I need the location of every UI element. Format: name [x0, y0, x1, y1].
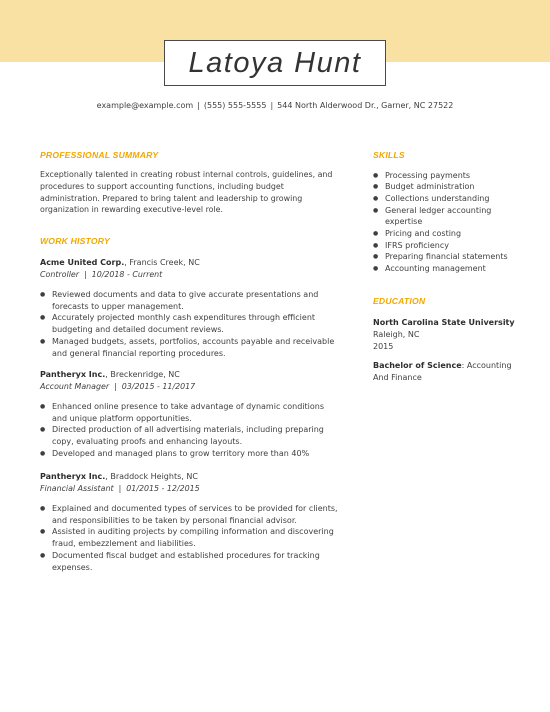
- job-bullets: [40, 503, 340, 573]
- job-bullet: ● Reviewed documents and data to give accurate presentations and forecasts to upper management.: [40, 289, 340, 312]
- education-entry: [373, 317, 523, 384]
- job-bullets: [40, 401, 340, 460]
- job-bullet: ● Developed and managed plans to grow territory more than 40%: [40, 448, 340, 460]
- job-location: , Francis Creek, NC: [124, 258, 200, 267]
- skills-list: [373, 170, 523, 275]
- job-employer: Pantheryx Inc.: [40, 472, 106, 481]
- contact-line: [0, 101, 550, 110]
- job-bullet: ● Enhanced online presence to take advantage of dynamic conditions and unique platform opportunities.: [40, 401, 340, 424]
- contact-separator: |: [270, 101, 274, 110]
- job-role: Financial Assistant: [40, 484, 114, 493]
- candidate-name: Latoya Hunt: [188, 46, 362, 79]
- graduation-year: 2015: [373, 341, 394, 351]
- job-bullet: ● Accurately projected monthly cash expenditures through efficient budgeting and detailed document reviews.: [40, 312, 340, 335]
- summary-text: Exceptionally talented in creating robust internal controls, guidelines, and procedures to support accounting functions, including budget administration. Prepared to bring talent and leadership to growing organization in rewarding executive-level role.: [40, 170, 333, 215]
- school-location: Raleigh, NC: [373, 329, 420, 339]
- email: example@example.com: [96, 101, 194, 110]
- contact-separator: |: [197, 101, 200, 110]
- job-entry: Pantheryx Inc., Breckenridge, NC Account Manager | 03/2015 - 11/2017 ● Enhanced online presence to take advantage of dynamic conditions and unique platform opportunities. ● Directed production of all advertising materials, including preparing copy, evaluating proofs and enhancing layouts. ● Developed and managed plans to grow territory more than 40%: [40, 369, 340, 460]
- skill-item: ● Collections understanding: [373, 193, 523, 205]
- job-bullet: ● Documented fiscal budget and established procedures for tracking expenses.: [40, 550, 340, 573]
- skills-title: SKILLS: [373, 150, 405, 160]
- degree-field: : Accounting And Finance: [373, 360, 512, 382]
- degree: [373, 360, 523, 384]
- degree-name: Bachelor of Science: [373, 360, 462, 370]
- job-bullet: ● Managed budgets, assets, portfolios, accounts payable and receivable and general financial reporting procedures.: [40, 336, 340, 359]
- work-history-title: WORK HISTORY: [40, 236, 110, 246]
- job-dates: 01/2015 - 12/2015: [126, 484, 200, 493]
- skill-item: ● Preparing financial statements: [373, 251, 523, 263]
- job-role: Controller: [40, 270, 79, 279]
- skill-item: ● Processing payments: [373, 170, 523, 182]
- address: 544 North Alderwood Dr., Garner, NC 27522: [277, 101, 454, 110]
- job-employer: Acme United Corp.: [40, 258, 125, 267]
- job-role: Account Manager: [40, 382, 110, 391]
- skill-item: ● Pricing and costing: [373, 228, 523, 240]
- job-dates: 10/2018 - Current: [91, 270, 163, 279]
- job-employer: Pantheryx Inc.: [40, 370, 106, 379]
- job-bullet: ● Assisted in auditing projects by compiling information and discovering fraud, embezzlement and liabilities.: [40, 526, 340, 549]
- education-title: EDUCATION: [373, 296, 426, 306]
- name-box: [164, 40, 386, 86]
- school-name: North Carolina State University: [373, 318, 515, 327]
- job-bullets: [40, 289, 340, 359]
- job-entry: Acme United Corp., Francis Creek, NC Controller | 10/2018 - Current ● Reviewed documents and data to give accurate presentations and forecasts to upper management. ● Accurately projected monthly cash expenditures through efficient budgeting and detailed document reviews. ● Managed budgets, assets, portfolios, accounts payable and receivable and general financial reporting procedures.: [40, 257, 340, 359]
- skill-item: ● IFRS proficiency: [373, 240, 523, 252]
- job-bullet: ● Directed production of all advertising materials, including preparing copy, evaluating proofs and enhancing layouts.: [40, 424, 340, 447]
- skill-item: ● Budget administration: [373, 181, 523, 193]
- job-location: , Breckenridge, NC: [105, 370, 180, 379]
- job-dates: 03/2015 - 11/2017: [121, 382, 196, 391]
- phone: (555) 555-5555: [203, 101, 267, 110]
- skill-item: ● General ledger accounting expertise: [373, 205, 523, 228]
- job-entry: Pantheryx Inc., Braddock Heights, NC Financial Assistant | 01/2015 - 12/2015 ● Explained and documented types of services to be provided for clients, and responsibilities to be taken by personal financial advisor. ● Assisted in auditing projects by compiling information and discovering fraud, embezzlement and liabilities. ● Documented fiscal budget and established procedures for tracking expenses.: [40, 471, 340, 573]
- summary-title: PROFESSIONAL SUMMARY: [40, 150, 159, 160]
- job-bullet: ● Explained and documented types of services to be provided for clients, and responsibilities to be taken by personal financial advisor.: [40, 503, 340, 526]
- job-location: , Braddock Heights, NC: [105, 472, 198, 481]
- skill-item: ● Accounting management: [373, 263, 523, 275]
